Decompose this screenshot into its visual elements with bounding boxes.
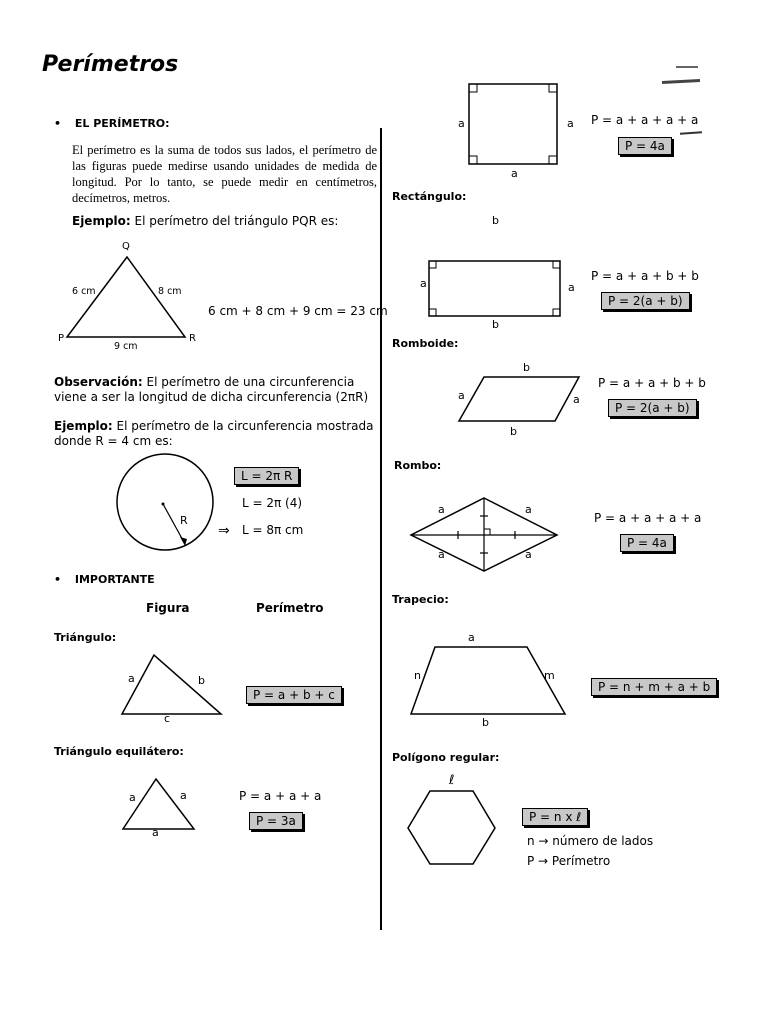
- side-pr-label: 9 cm: [114, 341, 138, 352]
- trapezoid-shape: [411, 647, 565, 714]
- rhombus-side-a-br: a: [525, 548, 532, 561]
- vertex-q: Q: [122, 241, 130, 252]
- romboid-side-b-top: b: [523, 361, 530, 374]
- example2: [54, 419, 376, 449]
- radius-label: R: [180, 514, 188, 527]
- rectangle-formula1: P = a + a + b + b: [591, 269, 699, 283]
- rhombus-heading: Rombo:: [394, 459, 442, 472]
- rectangle-side-b-bottom: b: [492, 318, 499, 331]
- rhombus-formula-box: P = 4a: [620, 534, 674, 552]
- polygon-formula-box: P = n x ℓ: [522, 808, 588, 826]
- square-shape: [469, 84, 557, 164]
- triangle-abc: [122, 655, 221, 714]
- trapezoid-formula-box: P = n + m + a + b: [591, 678, 717, 696]
- triangle-side-b: b: [198, 674, 205, 687]
- column-header-perimetro: Perímetro: [256, 601, 324, 615]
- implies-arrow: ⇒: [218, 523, 230, 539]
- triangle-side-a: a: [128, 672, 135, 685]
- rectangle-right-angle-marks: [429, 261, 560, 316]
- romboid-side-b-bottom: b: [510, 425, 517, 438]
- equilateral-side-a-right: a: [180, 789, 187, 802]
- section-bullet-importante: [54, 573, 155, 586]
- trapezoid-side-b-bottom: b: [482, 716, 489, 729]
- rectangle-heading: Rectángulo:: [392, 190, 467, 203]
- equilateral-formula-box: P = 3a: [249, 812, 303, 830]
- side-pq-label: 6 cm: [72, 286, 96, 297]
- triangle-formula-box: P = a + b + c: [246, 686, 342, 704]
- polygon-heading: Polígono regular:: [392, 751, 500, 764]
- equilateral-heading: Triángulo equilátero:: [54, 745, 184, 758]
- romboid-side-a-right: a: [573, 393, 580, 406]
- vertex-p: P: [58, 333, 65, 344]
- circle-shape: [117, 454, 213, 550]
- trapezoid-heading: Trapecio:: [392, 593, 449, 606]
- bullet-dot: •: [54, 573, 62, 586]
- vertex-r: R: [189, 333, 196, 344]
- square-formula-box: P = 4a: [618, 137, 672, 155]
- rhombus-side-a-tl: a: [438, 503, 445, 516]
- intro-paragraph: El perímetro es la suma de todos sus lados, el perímetro de las figuras puede medirse usando unidades de medida de longitud. Por lo tanto, se puede medir en centímetros, decímetros, metros.: [72, 143, 377, 205]
- equilateral-side-a-bottom: a: [152, 826, 159, 839]
- observation-label: Observación:: [54, 375, 143, 389]
- triangle-pqr: [67, 257, 185, 337]
- trapezoid-side-n-left: n: [414, 669, 421, 682]
- center-dot: [162, 503, 165, 506]
- polygon-legend-n: n → número de lados: [527, 834, 654, 848]
- square-side-a-right: a: [567, 117, 574, 130]
- example-text: El perímetro de la circunferencia mostrada donde R = 4 cm es:: [54, 419, 374, 448]
- pqr-perimeter-sum: 6 cm + 8 cm + 9 cm = 23 cm: [208, 304, 388, 318]
- romboid-formula1: P = a + a + b + b: [598, 376, 706, 390]
- romboid-shape: [459, 377, 579, 421]
- rectangle-formula-box: P = 2(a + b): [601, 292, 690, 310]
- observation-text: El perímetro de una circunferencia viene a ser la longitud de dicha circunferencia (2πR): [54, 375, 369, 404]
- bullet-dot: •: [54, 117, 62, 130]
- rhombus-side-a-tr: a: [525, 503, 532, 516]
- square-side-a-bottom: a: [511, 167, 518, 180]
- triangle-heading: Triángulo:: [54, 631, 117, 644]
- rhombus-right-angle: [484, 529, 490, 535]
- rectangle-side-b-top: b: [492, 214, 499, 227]
- romboid-formula-box: P = 2(a + b): [608, 399, 697, 417]
- observation: [54, 375, 376, 405]
- example-label: Ejemplo:: [54, 419, 113, 433]
- romboid-side-a-left: a: [458, 389, 465, 402]
- equilateral-formula1: P = a + a + a: [239, 789, 322, 803]
- page-title: Perímetros: [42, 52, 179, 77]
- trapezoid-side-a-top: a: [468, 631, 475, 644]
- square-formula1: P = a + a + a + a: [591, 113, 699, 127]
- equilateral-side-a-left: a: [129, 791, 136, 804]
- rhombus-formula1: P = a + a + a + a: [594, 511, 702, 525]
- square-right-angle-marks: [469, 84, 557, 164]
- hexagon-shape: [408, 791, 495, 864]
- rhombus-side-a-bl: a: [438, 548, 445, 561]
- example-label: Ejemplo:: [72, 214, 131, 228]
- bullet-label: IMPORTANTE: [74, 573, 155, 586]
- polygon-side-label: ℓ: [449, 773, 455, 788]
- bullet-label: EL PERÍMETRO:: [74, 117, 170, 130]
- side-qr-label: 8 cm: [158, 286, 182, 297]
- romboid-heading: Romboide:: [392, 337, 459, 350]
- trapezoid-side-m-right: m: [544, 669, 555, 682]
- polygon-legend-p: P → Perímetro: [527, 854, 611, 868]
- rectangle-side-a-right: a: [568, 281, 575, 294]
- square-side-a-left: a: [458, 117, 465, 130]
- triangle-side-c: c: [164, 712, 171, 725]
- rectangle-side-a-left: a: [420, 277, 427, 290]
- rectangle-shape: [429, 261, 560, 316]
- circle-formula-line3: L = 8π cm: [242, 523, 304, 537]
- circle-formula-box: L = 2π R: [234, 467, 299, 485]
- column-header-figura: Figura: [146, 601, 190, 615]
- circle-formula-line2: L = 2π (4): [242, 496, 303, 510]
- triangle-equilateral: [123, 779, 194, 829]
- example-text: El perímetro del triángulo PQR es:: [130, 214, 339, 228]
